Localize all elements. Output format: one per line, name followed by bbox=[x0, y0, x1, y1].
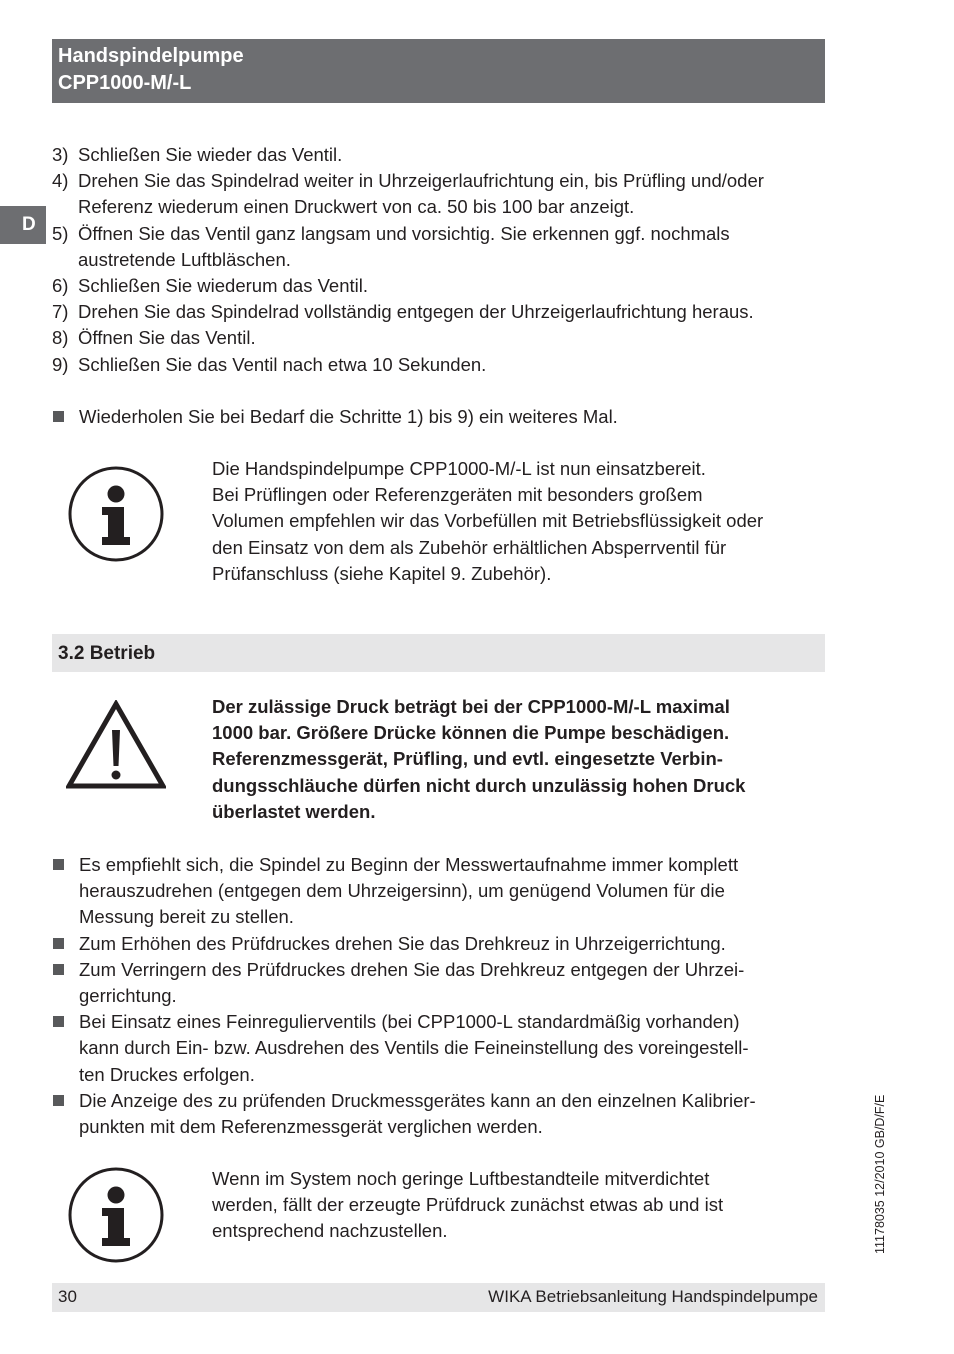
repeat-bullet-list bbox=[52, 404, 832, 430]
bullet-text: kann durch Ein- bzw. Ausdrehen des Ventils die Feineinstellung des voreingestell- bbox=[79, 1037, 749, 1059]
bullet-text: Bei Einsatz eines Feinregulierventils (bei CPP1000-L standardmäßig vorhanden) bbox=[79, 1011, 740, 1033]
note-line: Prüfanschluss (siehe Kapitel 9. Zubehör). bbox=[212, 562, 552, 584]
bullet-text: Zum Verringern des Prüfdruckes drehen Sie das Drehkreuz entgegen der Uhrzei- bbox=[79, 958, 745, 980]
step-number: 5) bbox=[52, 222, 69, 244]
step-text: Referenz wiederum einen Druckwert von ca. 50 bis 100 bar anzeigt. bbox=[78, 196, 635, 218]
step-text: Öffnen Sie das Ventil ganz langsam und vorsichtig. Sie erkennen ggf. nochmals bbox=[78, 222, 730, 244]
operation-bullet-list bbox=[52, 852, 832, 1140]
note-line: werden, fällt der erzeugte Prüfdruck zunächst etwas ab und ist bbox=[212, 1194, 724, 1216]
step-text: austretende Luftbläschen. bbox=[78, 248, 291, 270]
step-text: Schließen Sie wiederum das Ventil. bbox=[78, 275, 368, 297]
bullet-text: ten Druckes erfolgen. bbox=[79, 1063, 255, 1085]
list-item bbox=[52, 404, 832, 430]
document-code-text: 11178035 12/2010 GB/D/F/E bbox=[873, 1094, 887, 1254]
note-line: entsprechend nachzustellen. bbox=[212, 1220, 448, 1242]
square-bullet-icon bbox=[53, 1016, 64, 1027]
step-text: Drehen Sie das Spindelrad weiter in Uhrzeigerlaufrichtung ein, bis Prüfling und/oder bbox=[78, 170, 764, 192]
list-item bbox=[52, 352, 832, 378]
note-line: Volumen empfehlen wir das Vorbefüllen mit Betriebsflüssigkeit oder bbox=[212, 510, 764, 532]
page-number: 30 bbox=[58, 1287, 77, 1306]
list-item bbox=[52, 1088, 832, 1140]
warning-icon bbox=[66, 700, 166, 797]
step-number: 7) bbox=[52, 301, 69, 323]
square-bullet-icon bbox=[53, 1095, 64, 1106]
step-number: 6) bbox=[52, 275, 69, 297]
bullet-text: Die Anzeige des zu prüfenden Druckmessgerätes kann an den einzelnen Kalibrier- bbox=[79, 1089, 756, 1111]
list-item bbox=[52, 221, 832, 273]
warning-line: 1000 bar. Größere Drücke können die Pumpe beschädigen. bbox=[212, 722, 730, 744]
page-footer bbox=[52, 1283, 825, 1312]
bullet-text: Zum Erhöhen des Prüfdruckes drehen Sie das Drehkreuz in Uhrzeigerrichtung. bbox=[79, 932, 726, 954]
header-model: CPP1000-M/-L bbox=[58, 72, 192, 94]
warning-line: dungsschläuche dürfen nicht durch unzulässig hohen Druck bbox=[212, 774, 746, 796]
step-number: 9) bbox=[52, 353, 69, 375]
list-item bbox=[52, 957, 832, 1009]
list-item bbox=[52, 852, 832, 931]
info-icon bbox=[66, 1166, 166, 1273]
info-note-2 bbox=[212, 1166, 832, 1245]
list-item bbox=[52, 168, 832, 220]
warning-line: Der zulässige Druck beträgt bei der CPP1000-M/-L maximal bbox=[212, 696, 730, 717]
document-code bbox=[868, 1074, 892, 1254]
square-bullet-icon bbox=[53, 859, 64, 870]
step-text: Schließen Sie das Ventil nach etwa 10 Sekunden. bbox=[78, 353, 487, 375]
step-text: Schließen Sie wieder das Ventil. bbox=[78, 144, 343, 165]
note-line: Bei Prüflingen oder Referenzgeräten mit besonders großem bbox=[212, 484, 703, 506]
list-item bbox=[52, 299, 832, 325]
note-line: Wenn im System noch geringe Luftbestandteile mitverdichtet bbox=[212, 1168, 710, 1189]
bullet-text: gerrichtung. bbox=[79, 985, 177, 1007]
document-header bbox=[52, 39, 825, 103]
list-item bbox=[52, 273, 832, 299]
step-text: Drehen Sie das Spindelrad vollständig entgegen der Uhrzeigerlaufrichtung heraus. bbox=[78, 301, 754, 323]
bullet-text: Wiederholen Sie bei Bedarf die Schritte 1) bis 9) ein weiteres Mal. bbox=[79, 406, 618, 427]
note-line: den Einsatz von dem als Zubehör erhältlichen Absperrventil für bbox=[212, 536, 727, 558]
warning-line: Referenzmessgerät, Prüfling, und evtl. eingesetzte Verbin- bbox=[212, 748, 723, 770]
info-note-1 bbox=[212, 456, 832, 587]
list-item bbox=[52, 142, 832, 168]
list-item bbox=[52, 325, 832, 351]
bullet-text: punkten mit dem Referenzmessgerät verglichen werden. bbox=[79, 1116, 543, 1138]
square-bullet-icon bbox=[53, 964, 64, 975]
footer-title: WIKA Betriebsanleitung Handspindelpumpe bbox=[488, 1287, 818, 1306]
list-item bbox=[52, 931, 832, 957]
step-number: 4) bbox=[52, 170, 69, 192]
step-text: Öffnen Sie das Ventil. bbox=[78, 327, 256, 349]
bullet-text: Es empfiehlt sich, die Spindel zu Beginn der Messwertaufnahme immer komplett bbox=[79, 854, 739, 875]
list-item bbox=[52, 1009, 832, 1088]
step-number: 8) bbox=[52, 327, 69, 349]
header-title: Handspindelpumpe bbox=[58, 45, 244, 67]
note-line: Die Handspindelpumpe CPP1000-M/-L ist nun einsatzbereit. bbox=[212, 458, 706, 479]
info-icon bbox=[66, 465, 166, 572]
language-tab: D bbox=[0, 206, 46, 244]
square-bullet-icon bbox=[53, 938, 64, 949]
warning-line: überlastet werden. bbox=[212, 800, 376, 822]
warning-note bbox=[212, 694, 832, 825]
step-number: 3) bbox=[52, 144, 69, 165]
step-list bbox=[52, 142, 832, 378]
bullet-text: herauszudrehen (entgegen dem Uhrzeigersinn), um genügend Volumen für die bbox=[79, 880, 725, 902]
square-bullet-icon bbox=[53, 411, 64, 422]
bullet-text: Messung bereit zu stellen. bbox=[79, 906, 294, 928]
section-title: 3.2 Betrieb bbox=[52, 634, 825, 672]
